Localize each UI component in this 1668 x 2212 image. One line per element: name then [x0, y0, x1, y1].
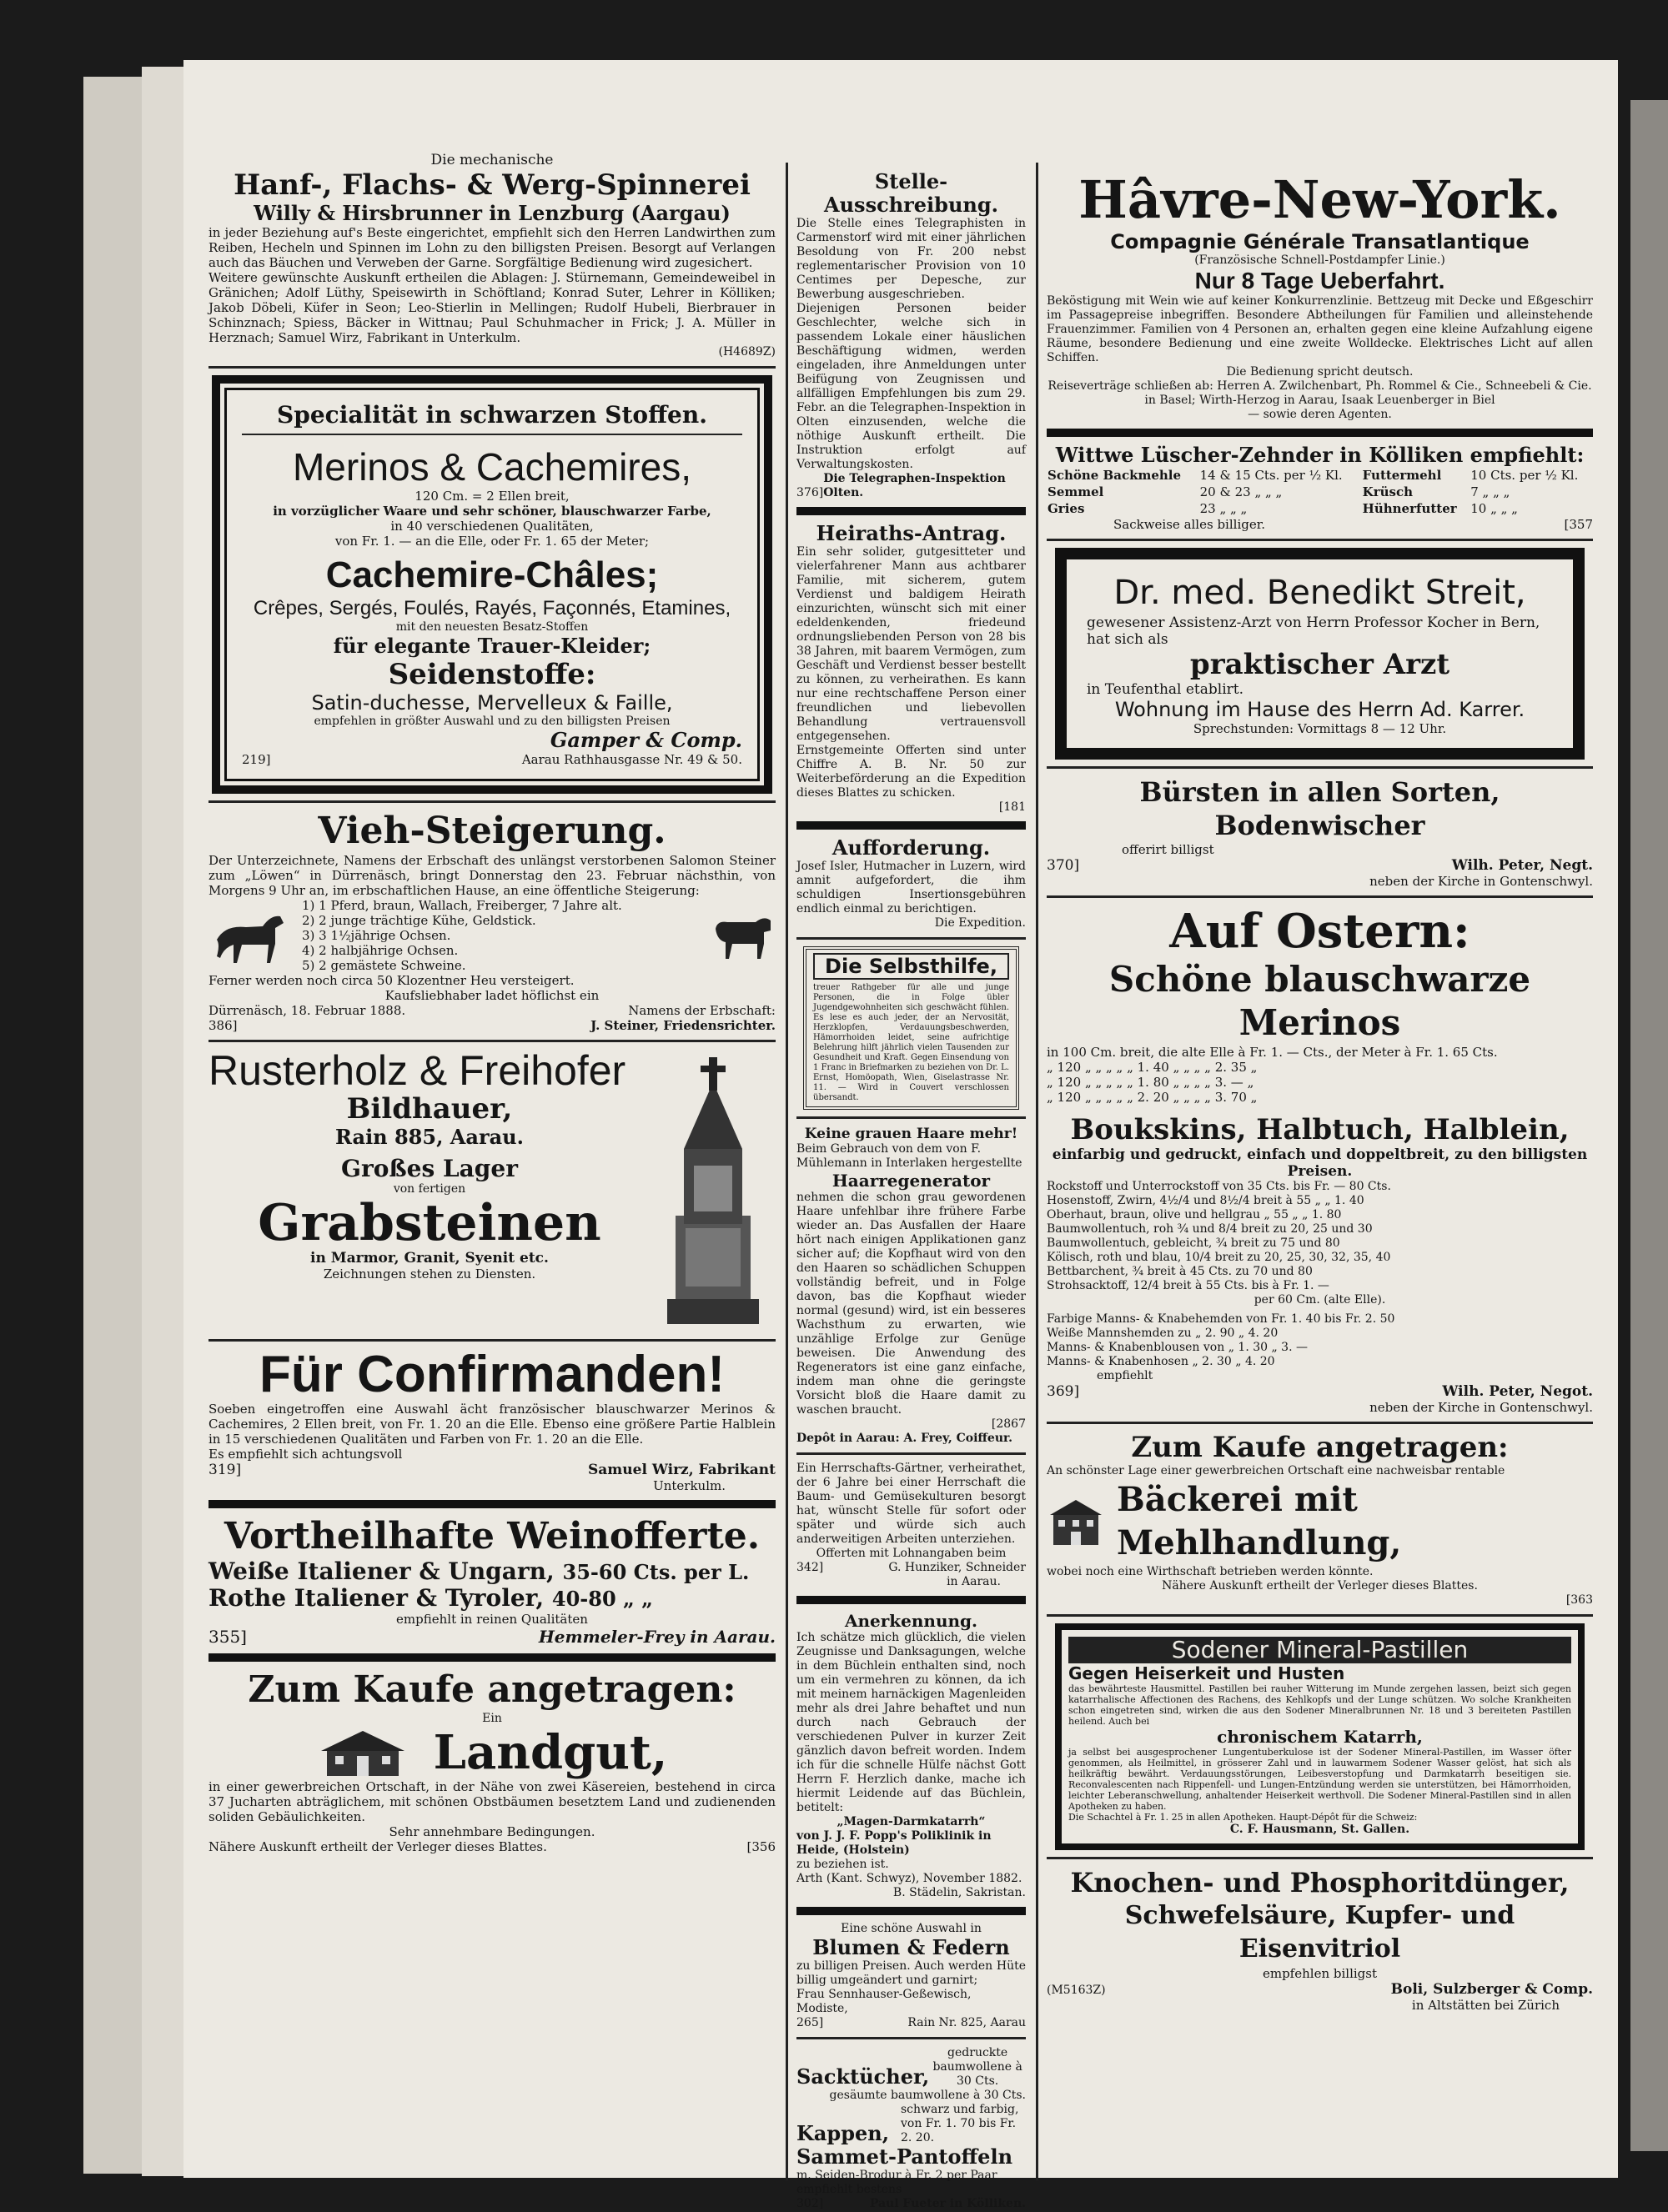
- ostern-empf: empfiehlt: [1097, 1369, 1153, 1382]
- gaertner-sig: G. Hunziker, Schneider: [888, 1561, 1026, 1574]
- ostern-list2-1: Farbige Manns- & Knabehemden von Fr. 1. 40 bis Fr. 2. 50: [1047, 1312, 1395, 1326]
- soden-katarrh: chronischem Katarrh,: [1217, 1727, 1423, 1747]
- anerkennung-title: Anerkennung.: [844, 1611, 977, 1631]
- buersten-num: 370]: [1047, 857, 1080, 874]
- vieh-item-2: 2) 2 junge trächtige Kühe, Geldstick.: [302, 913, 536, 928]
- spinnerei-title: Hanf-, Flachs- & Werg-Spinnerei: [234, 168, 751, 202]
- knochen-title2: Schwefelsäure, Kupfer- und Eisenvitriol: [1124, 1901, 1515, 1964]
- ad-anerkennung: [796, 1611, 1026, 1900]
- horse-icon: [208, 906, 292, 965]
- spec-firm: Gamper & Comp.: [550, 728, 742, 752]
- luescher-cell: 10 Cts. per ½ Kl.: [1470, 468, 1579, 483]
- page-stack-edge-inner: [142, 67, 188, 2176]
- anerkennung-book: „Magen-Darmkatarrh“: [837, 1815, 986, 1828]
- soden-price: Die Schachtel à Fr. 1. 25 in allen Apotheken. Haupt-Dépôt für die Schweiz:: [1068, 1812, 1418, 1823]
- buersten-title: Bürsten in allen Sorten, Bodenwischer: [1139, 776, 1500, 841]
- aufford-title: Aufforderung.: [831, 835, 991, 860]
- wein-row1b: 35-60 Cts. per L.: [562, 1560, 750, 1584]
- ostern-list-4: Baumwollentuch, roh ¾ und 8/4 breit zu 20, 25 und 30: [1047, 1222, 1373, 1236]
- vieh-item-1: 1) 1 Pferd, braun, Wallach, Freiberger, 7 Jahre alt.: [302, 898, 622, 913]
- ostern-row-3: „ 120 „ „ „ „ „ 1. 80 „ „ „ „ 3. — „: [1047, 1075, 1254, 1090]
- ostern-row-1: in 100 Cm. breit, die alte Elle à Fr. 1. — Cts., der Meter à Fr. 1. 65 Cts.: [1047, 1045, 1498, 1060]
- blumen-title: Blumen & Federn: [812, 1935, 1010, 1959]
- luescher-cell: Schöne Backmehle: [1048, 468, 1182, 483]
- vieh-inv: Kaufsliebhaber ladet höflichst ein: [384, 988, 600, 1003]
- spec-empf: empfehlen in größter Auswahl und zu den billigsten Preisen: [314, 715, 671, 728]
- sack-sig: Paul Fueter in Kölliken.: [869, 2197, 1026, 2210]
- luescher-cell: 7 „ „ „: [1470, 484, 1510, 499]
- stelle-body2: Diejenigen Personen beider Geschlechter, welche sich in passendem Lokale einer häuslichen Beschäftigung widmen, werden eingeladen, ihre Anmeldungen unter Beifügung von Zeugnissen und allfälligen Empfehlungen bis zum 29. Febr. an die Telegraphen-Inspektion in Olten einzusenden, welche die nöthige Auskunft ertheilt. Die Instruktion erfolgt auf Verwaltungskosten.: [796, 302, 1026, 471]
- havre-sub2: (Französische Schnell-Postdampfer Linie.): [1194, 253, 1445, 267]
- haare-prod: Haarregenerator: [831, 1171, 991, 1191]
- haare-depot: Depôt in Aarau: A. Frey, Coiffeur.: [796, 1432, 1012, 1445]
- ostern-list2-2: Weiße Mannshemden zu „ 2. 90 „ 4. 20: [1047, 1327, 1279, 1340]
- ostern-list-6: Kölisch, roth und blau, 10/4 breit zu 20, 25, 30, 32, 35, 40: [1047, 1251, 1391, 1264]
- sack-desc1b: gesäumte baumwollene à 30 Cts.: [829, 2089, 1026, 2102]
- ostern-list-9: per 60 Cm. (alte Elle).: [1254, 1293, 1386, 1307]
- ad-aufforderung: [796, 836, 1026, 930]
- wein-row2b: 40-80 „ „: [551, 1587, 653, 1611]
- ad-rusterholz: [208, 1049, 776, 1332]
- anerkennung-by: von J. J. F. Popp's Poliklinik in Heide, (Holstein): [796, 1829, 992, 1857]
- ostern-num: 369]: [1047, 1383, 1080, 1400]
- rusterholz-sub: Bildhauer,: [346, 1092, 513, 1126]
- soden-body: das bewährteste Hausmittel. Pastillen bei rauher Witterung im Munde zergehen lassen, beizt sich gegen katarrhalische Affectionen des Rachens, des Kehlkopfs und der Lunge schützen. Wo solche Krankheiten schon eingetreten sind, wirken die aus den Sodener Mineralbrunnen Nr. 18 und 3 bereiteten Pastillen heilend. Auch bei: [1068, 1683, 1571, 1727]
- vieh-item-5: 5) 2 gemästete Schweine.: [302, 958, 466, 973]
- ad-buersten: [1047, 775, 1593, 889]
- gaertner-offer: Offerten mit Lohnangaben beim: [816, 1547, 1007, 1560]
- soden-sub: Gegen Heiserkeit und Husten: [1068, 1663, 1345, 1683]
- stelle-num: 376]: [796, 486, 824, 499]
- soden-depot: C. F. Hausmann, St. Gallen.: [1229, 1823, 1410, 1836]
- spinnerei-agents: Weitere gewünschte Auskunft ertheilen die Ablagen: J. Stürnemann, Gemeindeweibel in Gränichen; Adolf Lüthy, Speisewirth in Schöftland; Konrad Suter, Lehrer in Kölliken; Jakob Döbeli, Küfer in Seon; Leo-Stierlin in Mellingen; Rudolf Hubeli, Bierbrauer in Schinznach; Spiess, Bäcker in Wittnau; Paul Schuhmacher in Frick; J. A. Müller in Herznach; Samuel Wirz, Fabrikant in Unterkulm.: [208, 270, 776, 345]
- ad-heirath: [796, 522, 1026, 815]
- wein-row2a: Rothe Italiener & Tyroler,: [208, 1584, 545, 1612]
- ad-stelle: [796, 170, 1026, 500]
- ostern-row-2: „ 120 „ „ „ „ „ 1. 40 „ „ „ „ 2. 35 „: [1047, 1060, 1258, 1075]
- ad-streit: [1055, 548, 1585, 760]
- rusterholz-grab: Grabsteinen: [258, 1194, 601, 1252]
- selbsthilfe-body: treuer Rathgeber für alle und junge Personen, die in Folge übler Jugendgewohnheiten sich geschwächt fühlen. Es lese es auch jeder, der an Nervosität, Herzklopfen, Verdauungsbeschwerden, Hämorrhoiden leidet, seine aufrichtige Belehrung hilft jährlich vielen Tausenden zur Gesundheit und Kraft. Gegen Einsendung von 1 Franc in Briefmarken zu beziehen von Dr. L. Ernst, Homöopath, Wien, Giselastrasse Nr. 11. — Wird in Couvert verschlossen übersandt.: [813, 983, 1009, 1102]
- rusterholz-mat: in Marmor, Granit, Syenit etc.: [310, 1250, 549, 1267]
- knochen-sig: Boli, Sulzberger & Comp.: [1390, 1981, 1593, 1998]
- landgut-title: Zum Kaufe angetragen:: [248, 1668, 736, 1711]
- rusterholz-addr: Rain 885, Aarau.: [335, 1125, 524, 1149]
- ad-ostern: [1047, 905, 1593, 1415]
- ad-sacktuecher: [796, 2046, 1026, 2211]
- ad-spinnerei: [208, 152, 776, 359]
- aufford-body: Josef Isler, Hutmacher in Luzern, wird amnit aufgefordert, die ihm schuldigen Insertionsgebühren endlich einmal zu berichtigen.: [796, 860, 1026, 915]
- landgut-body: in einer gewerbreichen Ortschaft, in der Nähe von zwei Käsereien, bestehend in circa 37 Jucharten abträglichem, mit schönen Obstbäumen besetztem Land und zudienenden soliden Gebäulichkeiten.: [208, 1779, 776, 1824]
- ad-knochen: [1047, 1866, 1593, 2013]
- havre-deutsch: Die Bedienung spricht deutsch.: [1226, 365, 1414, 379]
- baeckerei-info: Nähere Auskunft ertheilt der Verleger dieses Blattes.: [1162, 1579, 1478, 1593]
- spec-satin: Satin-duchesse, Mervelleux & Faille,: [311, 691, 673, 715]
- ostern-list-3: Oberhaut, braun, olive und hellgrau „ 55 „ „ 1. 80: [1047, 1208, 1342, 1221]
- soden-body2: ja selbst bei ausgesprochener Lungentuberkulose ist der Sodener Mineral-Pastillen, im Wasser öfter genommen, als Heilmittel, in grösserer Zahl und in lauwarmem Sodener Wasser gelöst, hat sich als heilkräftig bewährt. Verdauungsstörungen, Leibesverstopfung und Darmkatarrh beseitigen sie. Reconvalescenten nach Rippenfell- und Lungen-Entzündung werden sie unterstützen, bei Hämorrhoiden, leichter Leberanschwellung, anhaltender Heiserkeit werthvoll. Die Sodener Mineral-Pastillen sind in allen Apotheken zu haben.: [1068, 1747, 1571, 1812]
- landgut-info: Nähere Auskunft ertheilt der Verleger dieses Blattes.: [208, 1839, 547, 1854]
- sack-title2: Kappen,: [796, 2121, 890, 2145]
- spec-chales: Cachemire-Châles;: [325, 554, 659, 595]
- spec-num: 219]: [242, 752, 271, 767]
- vieh-title: Vieh-Steigerung.: [318, 810, 666, 852]
- spec-seide: Seidenstoffe:: [388, 658, 596, 691]
- ad-havre: [1047, 170, 1593, 422]
- landgut-ein: Ein: [482, 1712, 502, 1725]
- vieh-date: Dürrenäsch, 18. Februar 1888.: [208, 1003, 406, 1018]
- spec-price: von Fr. 1. — an die Elle, oder Fr. 1. 65 der Meter;: [334, 534, 650, 549]
- spec-title: Specialität in schwarzen Stoffen.: [242, 402, 742, 435]
- luescher-cell: 23 „ „ „: [1199, 501, 1248, 516]
- ad-blumen: [796, 1922, 1026, 2030]
- luescher-title: Wittwe Lüscher-Zehnder in Kölliken empfiehlt:: [1055, 443, 1585, 467]
- buersten-sig: Wilh. Peter, Negt.: [1451, 857, 1593, 874]
- luescher-cell: Gries: [1048, 501, 1085, 516]
- streit-hours: Sprechstunden: Vormittags 8 — 12 Uhr.: [1193, 721, 1447, 736]
- baeckerei-body: wobei noch eine Wirthschaft betrieben werden könnte.: [1047, 1565, 1374, 1578]
- spec-addr: Aarau Rathhausgasse Nr. 49 & 50.: [521, 752, 742, 767]
- anerkennung-date: Arth (Kant. Schwyz), November 1882.: [796, 1872, 1022, 1885]
- landgut-num: [356: [746, 1839, 776, 1854]
- havre-sub: Compagnie Générale Transatlantique: [1110, 230, 1530, 253]
- spec-stoffs: Crêpes, Sergés, Foulés, Rayés, Façonnés, Etamines,: [253, 597, 731, 619]
- ad-vieh: [208, 810, 776, 1033]
- vieh-item-3: 3) 3 1½jährige Ochsen.: [302, 928, 451, 943]
- rusterholz-title: Rusterholz & Freihofer: [208, 1047, 626, 1094]
- streit-big: praktischer Arzt: [1189, 648, 1450, 681]
- spinnerei-pre: Die mechanische: [430, 152, 554, 168]
- ostern-list-2: Hosenstoff, Zwirn, 4½/4 und 8½/4 breit à 55 „ „ 1. 40: [1047, 1194, 1364, 1207]
- ostern-list2-3: Manns- & Knabenblousen von „ 1. 30 „ 3. —: [1047, 1341, 1308, 1354]
- ostern-bouk: Boukskins, Halbtuch, Halblein,: [1070, 1113, 1570, 1146]
- ad-gaertner: [796, 1462, 1026, 1589]
- luescher-cell: 10 „ „ „: [1470, 501, 1518, 516]
- column-rule-1: [786, 163, 788, 2180]
- vieh-item-4: 4) 2 halbjährige Ochsen.: [302, 943, 459, 958]
- rusterholz-zeich: Zeichnungen stehen zu Diensten.: [323, 1267, 536, 1282]
- column-rule-2: [1036, 163, 1038, 2180]
- spec-trauer: für elegante Trauer-Kleider;: [333, 634, 651, 658]
- confirm-num: 319]: [208, 1462, 242, 1478]
- rusterholz-lager: Großes Lager: [341, 1155, 518, 1182]
- ad-soden: [1055, 1623, 1585, 1850]
- rusterholz-fertig: von fertigen: [393, 1182, 466, 1196]
- knochen-title: Knochen- und Phosphoritdünger,: [1070, 1867, 1570, 1899]
- wein-sig: Hemmeler-Frey in Aarau.: [538, 1627, 776, 1647]
- luescher-cell: Semmel: [1048, 484, 1104, 499]
- vieh-sig: J. Steiner, Friedensrichter.: [590, 1018, 776, 1033]
- blumen-pre: Eine schöne Auswahl in: [841, 1922, 982, 1935]
- ad-wein: [208, 1515, 776, 1647]
- spec-line1: in vorzüglicher Waare und sehr schöner, blauschwarzer Farbe,: [273, 504, 711, 519]
- sack-num: 302]: [796, 2197, 824, 2210]
- landgut-cond: Sehr annehmbare Bedingungen.: [389, 1824, 595, 1839]
- ad-specialitaet: [212, 375, 772, 794]
- column-right: [1047, 93, 1593, 2194]
- luescher-table: [1047, 467, 1593, 517]
- spec-width: 120 Cm. = 2 Ellen breit,: [414, 489, 570, 504]
- ostern-list-8: Strohsacktoff, 12/4 breit à 55 Cts. bis à Fr. 1. —: [1047, 1279, 1329, 1292]
- luescher-num: [357: [1564, 517, 1593, 532]
- luescher-cell: Hühnerfutter: [1362, 501, 1457, 516]
- havre-body: Beköstigung mit Wein wie auf keiner Konkurrenzlinie. Bettzeug mit Decke und Eßgeschirr im Passagepreise inbegriffen. Besondere Abtheilungen für Familien und alleinstehende Frauenzimmer. Familien von 4 Personen an, erhalten gegen eine kleine Aufzahlung eigene Räume, besondere Bedienung und eine zweite Wolldecke. Elektrisches Licht auf allen Schiffen.: [1047, 294, 1593, 364]
- confirm-empf: Es empfiehlt sich achtungsvoll: [208, 1447, 403, 1462]
- stelle-title: Stelle-Ausschreibung.: [823, 169, 998, 217]
- landgut-big: Landgut,: [433, 1725, 668, 1780]
- confirm-body: Soeben eingetroffen eine Auswahl ächt französischer blauschwarzer Merinos & Cachemires, 2 Ellen breit, von Fr. 1. 20 an die Elle. Ebenso eine größere Partie Halblein in 15 verschiedenen Qualitäten und Farben von Fr. 1. 20 an die Elle.: [208, 1402, 776, 1447]
- ad-selbsthilfe: [803, 946, 1019, 1110]
- soden-title: Sodener Mineral-Pastillen: [1068, 1637, 1571, 1663]
- wein-empf: empfiehlt in reinen Qualitäten: [396, 1612, 588, 1627]
- blumen-body: zu billigen Preisen. Auch werden Hüte billig umgeändert und garnirt;: [796, 1959, 1026, 1987]
- gaertner-place: in Aarau.: [947, 1575, 1001, 1588]
- gaertner-body: Ein Herrschafts-Gärtner, verheirathet, der 6 Jahre bei einer Herrschaft die Baum- und Gemüsekulturen besorgt hat, wünscht Stelle für sofort oder später und würde sich auch anderweitigen Arbeiten unterziehen.: [796, 1462, 1026, 1546]
- selbsthilfe-title: Die Selbsthilfe,: [813, 953, 1009, 980]
- anerkennung-sig: B. Städelin, Sakristan.: [892, 1886, 1026, 1899]
- ad-confirmanden: [208, 1348, 776, 1493]
- ostern-list-5: Baumwollentuch, gebleicht, ¾ breit zu 75 und 80: [1047, 1236, 1340, 1250]
- ad-baeckerei: [1047, 1431, 1593, 1608]
- knochen-place: in Altstätten bei Zürich: [1411, 1998, 1560, 2013]
- vieh-num: 386]: [208, 1018, 238, 1033]
- wein-num: 355]: [208, 1627, 247, 1647]
- column-middle: [796, 93, 1026, 2210]
- streit-title: Dr. med. Benedikt Streit,: [1113, 574, 1526, 612]
- streit-sub: gewesener Assistenz-Arzt von Herrn Professor Kocher in Bern, hat sich als: [1087, 614, 1540, 648]
- streit-wohnung: Wohnung im Hause des Herrn Ad. Karrer.: [1114, 698, 1525, 721]
- cow-icon: [709, 910, 776, 961]
- ostern-einf: einfarbig und gedruckt, einfach und doppeltbreit, zu den billigsten Preisen.: [1052, 1146, 1588, 1180]
- luescher-cell: 20 & 23 „ „ „: [1199, 484, 1283, 499]
- luescher-note: Sackweise alles billiger.: [1113, 517, 1266, 532]
- luescher-cell: Futtermehl: [1362, 468, 1442, 483]
- spinnerei-code: (H4689Z): [718, 345, 776, 359]
- spec-merinos: Merinos & Cachemires,: [292, 445, 692, 489]
- wein-row1a: Weiße Italiener & Ungarn,: [208, 1557, 555, 1585]
- spinnerei-body: in jeder Beziehung auf's Beste eingerichtet, empfiehlt sich den Herren Landwirthen zum Reiben, Hecheln und Spinnen im Lohn zu den billigsten Preisen. Besorgt auf Verlangen auch das Bäuchen und Verweben der Garne. Sorgfältige Bedienung wird zugesichert.: [208, 225, 776, 270]
- blumen-sig: Frau Sennhauser-Geßewisch, Modiste,: [796, 1988, 972, 2015]
- knochen-empf: empfehlen billigst: [1262, 1966, 1377, 1981]
- gravestone-icon: [651, 1049, 776, 1332]
- ad-luescher: [1047, 444, 1593, 532]
- stelle-body: Die Stelle eines Telegraphisten in Carmenstorf wird mit einer jährlichen Besoldung von Fr. 200 nebst reglementarischer Provision von 10 Centimes per Depesche, zur Bewerbung ausgeschrieben.: [796, 217, 1026, 301]
- heirath-title: Heiraths-Antrag.: [816, 521, 1007, 545]
- heirath-offer: Ernstgemeinte Offerten sind unter Chiffre A. B. Nr. 50 zur Weiterbeförderung an die Expedition dieses Blattes zu schicken.: [796, 744, 1026, 800]
- aufford-sig: Die Expedition.: [934, 916, 1026, 930]
- sack-desc1: gedruckte baumwollene à 30 Cts.: [932, 2046, 1022, 2088]
- ostern-list-7: Bettbarchent, ¾ breit à 45 Cts. zu 70 und 80: [1047, 1265, 1313, 1278]
- streit-place: in Teufenthal etablirt.: [1087, 681, 1244, 698]
- baeckerei-intro: An schönster Lage einer gewerbreichen Ortschaft eine nachweisbar rentable: [1047, 1464, 1505, 1477]
- blumen-addr: Rain Nr. 825, Aarau: [907, 2016, 1026, 2029]
- ostern-title: Auf Ostern:: [1169, 904, 1470, 959]
- ad-haare: [796, 1126, 1026, 1446]
- spec-line2: in 40 verschiedenen Qualitäten,: [390, 519, 594, 534]
- knochen-code: (M5163Z): [1047, 1984, 1106, 1997]
- buersten-offer: offerirt billigst: [1122, 842, 1214, 857]
- table-row: [1047, 467, 1593, 484]
- ostern-row-4: „ 120 „ „ „ „ „ 2. 20 „ „ „ „ 3. 70 „: [1047, 1090, 1258, 1105]
- ostern-sub: Schöne blauschwarze Merinos: [1108, 959, 1531, 1043]
- blumen-num: 265]: [796, 2016, 824, 2029]
- havre-big: Nur 8 Tage Ueberfahrt.: [1194, 268, 1445, 293]
- bakery-building-icon: [1047, 1497, 1105, 1547]
- baeckerei-title: Zum Kaufe angetragen:: [1131, 1431, 1509, 1464]
- anerkennung-get: zu beziehen ist.: [796, 1858, 889, 1871]
- haare-body: nehmen die schon grau gewordenen Haare unfehlbar ihre frühere Farbe wieder an. Das Ausfallen der Haare hört nach einigen Applikationen ganz sicher auf; die Kopfhaut wird von den den Haaren so schädlichen Schuppen vollständig befreit, und in Folge davon, bas die Kopfhaut wieder normal (gesund) wird, ist ein besseres Wachsthum zu erwarten, wie unzählige Erfolge zur Genüge beweisen. Die Anwendung des Regenerators ist eine ganz einfache, indem man ohne die geringste Vorsicht bloß die Haare damit zu waschen braucht.: [796, 1191, 1026, 1417]
- confirm-title: Für Confirmanden!: [259, 1346, 725, 1403]
- ostern-list-1: Rockstoff und Unterrockstoff von 35 Cts. bis Fr. — 80 Cts.: [1047, 1180, 1391, 1193]
- sack-title3: Sammet-Pantoffeln: [796, 2144, 1013, 2169]
- confirm-place: Unterkulm.: [653, 1478, 726, 1493]
- haare-title: Keine grauen Haare mehr!: [804, 1126, 1018, 1142]
- stelle-sig: Die Telegraphen-Inspektion Olten.: [823, 472, 1006, 499]
- ostern-place: neben der Kirche in Gontenschwyl.: [1369, 1400, 1593, 1415]
- farmhouse-icon: [317, 1728, 409, 1778]
- spec-besatz: mit den neuesten Besatz-Stoffen: [395, 620, 589, 634]
- luescher-cell: 14 & 15 Cts. per ½ Kl.: [1199, 468, 1343, 483]
- ostern-sig: Wilh. Peter, Negot.: [1442, 1383, 1593, 1400]
- gaertner-num: 342]: [796, 1561, 824, 1574]
- haare-num: [2867: [991, 1417, 1026, 1431]
- column-left: [208, 93, 776, 2194]
- sack-desc2: schwarz und farbig, von Fr. 1. 70 bis Fr. 2. 20.: [901, 2103, 1019, 2144]
- baeckerei-big: Bäckerei mit Mehlhandlung,: [1117, 1480, 1402, 1562]
- buersten-place: neben der Kirche in Gontenschwyl.: [1369, 874, 1593, 889]
- table-row: [1047, 500, 1593, 517]
- confirm-sig: Samuel Wirz, Fabrikant: [588, 1462, 776, 1478]
- anerkennung-body: Ich schätze mich glücklich, die vielen Zeugnisse und Danksagungen, welche in dem Büchlein enthalten sind, noch um ein vermehren zu können, da ich mit meinem harnäckigen Magenleiden mehr als drei Jahre behaftet und nun durch nach Gebrauch der verschiedenen Pulver in kurzer Zeit gänzlich davon befreit worden. Indem ich für die schnelle Hülfe nächst Gott Herrn F. Herzlich danke, mache ich hiermit Leidende auf das Büchlein, betitelt:: [796, 1631, 1026, 1814]
- vieh-body: Der Unterzeichnete, Namens der Erbschaft des unlängst verstorbenen Salomon Steiner zum „Löwen“ in Dürrenäsch, bringt Donnerstag den 23. Februar nächsthin, von Morgens 9 Uhr an, im erbschaftlichen Hause, an eine öffentliche Steigerung:: [208, 853, 776, 898]
- sack-title1: Sacktücher,: [796, 2064, 930, 2089]
- havre-title: Hâvre-New-York.: [1078, 169, 1561, 230]
- table-row: [1047, 484, 1593, 500]
- adjacent-page-strip: [1630, 100, 1668, 2151]
- heirath-num: [181: [998, 800, 1026, 814]
- wein-title: Vortheilhafte Weinofferte.: [224, 1515, 761, 1557]
- havre-agents2: — sowie deren Agenten.: [1248, 408, 1392, 421]
- vieh-extra: Ferner werden noch circa 50 Klozentner Heu versteigert.: [208, 973, 575, 988]
- sack-desc3: m. Seiden-Brodur à Fr. 2 per Paar empfiehlt bestens: [796, 2169, 997, 2196]
- haare-intro: Beim Gebrauch von dem von F. Mühlemann in Interlaken hergestellte: [796, 1142, 1022, 1170]
- ad-landgut: [208, 1668, 776, 1854]
- havre-agents: Reiseverträge schließen ab: Herren A. Zwilchenbart, Ph. Rommel & Cie., Schneebeli & Cie. in Basel; Wirth-Herzog in Aarau, Isaak Leuenberger in Biel: [1048, 379, 1592, 407]
- baeckerei-num: [363: [1565, 1593, 1593, 1607]
- ostern-list2-4: Manns- & Knabenhosen „ 2. 30 „ 4. 20: [1047, 1355, 1275, 1368]
- luescher-cell: Krüsch: [1362, 484, 1413, 499]
- heirath-body: Ein sehr solider, gutgesitteter und vielerfahrener Mann aus achtbarer Familie, mit sicherem, gutem Verdienst und baldigem Heirath einzurichten, wünscht sich mit einer edeldenkenden, friedeund ordnungsliebenden Person von 28 bis 38 Jahren, mit baarem Vermögen, zum Geschäft und Verdienst besser bestellt zu können, zu verheirathen. Es kann nur eine rechtschaffene Person einer freundlichen und liebevollen Behandlung vertrauensvoll entgegensehen.: [796, 545, 1026, 743]
- vieh-namens: Namens der Erbschaft:: [628, 1003, 776, 1018]
- spinnerei-owners: Willy & Hirsbrunner in Lenzburg (Aargau): [254, 201, 731, 225]
